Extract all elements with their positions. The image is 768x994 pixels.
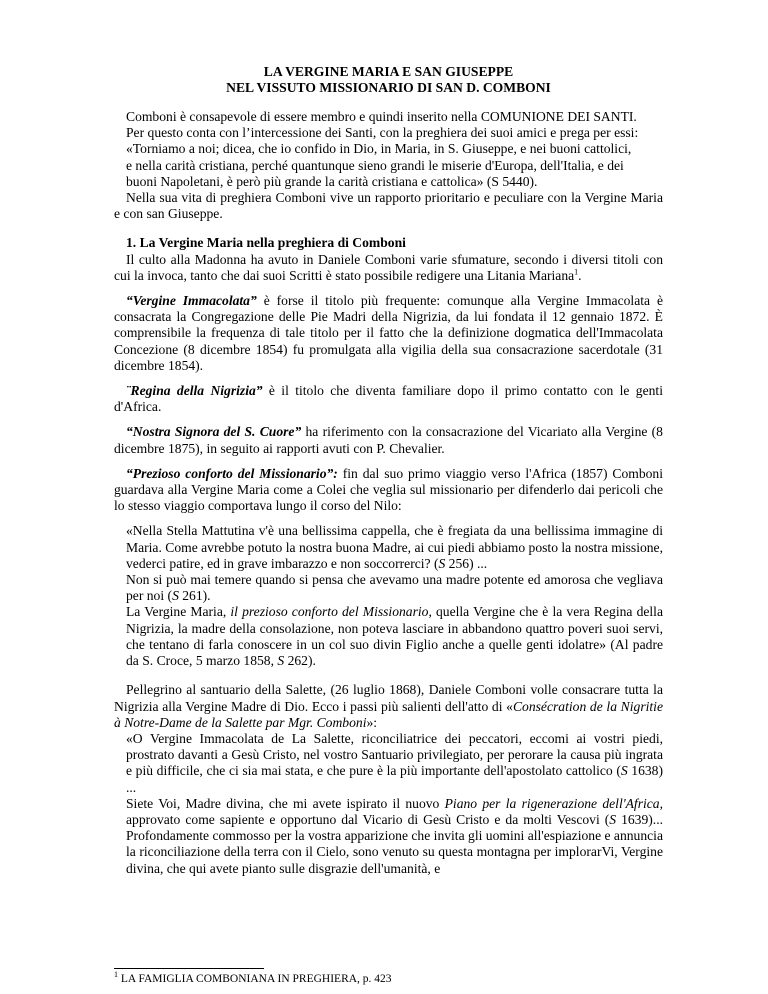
quote-paragraph: Siete Voi, Madre divina, che mi avete ispirato il nuovo Piano per la rigenerazione dell'Africa, approvato come sapiente e opportuno dal Vicario di Gesù Cristo e da molti Vescovi (S 1639)... Profondamente commosso per la vostra apparizione che invita gli uomini all'espiazione e annuncia la riconciliazione della terra con il Cielo, sono venuto su questa montagna per implorarVi, Vergine divina, che qui avete pianto sulle disgrazie dell'umanità, e xyxy=(126,795,664,876)
doc-title-line1: LA VERGINE MARIA E SAN GIUSEPPE xyxy=(263,64,514,79)
footnote-divider xyxy=(114,968,264,969)
intro-line: Comboni è consapevole di essere membro e quindi inserito nella COMUNIONE DEI SANTI. xyxy=(126,109,637,124)
intro-line: buoni Napoletani, è però più grande la carità cristiana e cattolica» (S 5440). xyxy=(126,173,538,189)
doc-title-line2: NEL VISSUTO MISSIONARIO DI SAN D. COMBONI xyxy=(226,80,551,95)
intro-block xyxy=(114,109,663,190)
document-page xyxy=(114,64,663,877)
footnote-ref[interactable]: 1 xyxy=(574,267,579,277)
footnote xyxy=(114,970,392,986)
quote-paragraph: «Nella Stella Mattutina v'è una bellissima cappella, che è fregiata da una bellissima immagine di Maria. Come avrebbe potuto la nostra buona Madre, ai cui piedi abbiamo posto la nostra missione, vederci patire, ed in grave imbarazzo e non soccorrerci? (S 256) ... xyxy=(126,523,663,571)
intro-line: e nella carità cristiana, perché quantunque sieno grandi le miserie d'Europa, dell'Italia, e dei xyxy=(126,157,624,173)
title-paragraph-immacolata: “Vergine Immacolata” è forse il titolo più frequente: comunque alla Vergine Immacolata è consacrata la Congregazione delle Pie Madri della Nigrizia, da lui fondata il 12 gennaio 1872. È comprensibile la frequenza di tale titolo per il fatto che la definizione dogmatica dell'Immacolata Concezione (8 dicembre 1854) fu promulgata alla vigilia della sua consacrazione sacerdotale (31 dicembre 1854). xyxy=(114,293,663,373)
section-heading: 1. La Vergine Maria nella preghiera di Comboni xyxy=(126,235,406,251)
quote-block-2 xyxy=(114,731,663,877)
salette-paragraph: Pellegrino al santuario della Salette, (26 luglio 1868), Daniele Comboni volle consacrare tutta la Nigrizia alla Vergine Madre di Dio. Ecco i passi più salienti dell'atto di «Consécration de la Nigritie à Notre-Dame de la Salette par Mgr. Comboni»: xyxy=(114,682,663,730)
intro-line: Per questo conta con l’intercessione dei Santi, con la preghiera dei suoi amici e prega per essi: xyxy=(126,125,639,141)
footnote-text: LA FAMIGLIA COMBONIANA IN PREGHIERA, p. 423 xyxy=(120,973,392,985)
title-paragraph-regina: ¨Regina della Nigrizia” è il titolo che diventa familiare dopo il primo contatto con le genti d'Africa. xyxy=(114,383,663,415)
quote-paragraph: Non si può mai temere quando si pensa che avevamo una madre potente ed amorosa che vegliava per noi (S 261). xyxy=(126,572,663,604)
quote-paragraph: «O Vergine Immacolata de La Salette, riconciliatrice dei peccatori, eccomi ai vostri piedi, prostrato davanti a Gesù Cristo, nel vostro Santuario privilegiato, per perorare la causa più ingrata e più difficile, che ci sia mai stata, e che pure è la più importante dell'apostolato cattolico (S 1638) ... xyxy=(126,730,663,795)
intro-last-paragraph: Nella sua vita di preghiera Comboni vive un rapporto prioritario e peculiare con la Vergine Maria e con san Giuseppe. xyxy=(114,190,663,222)
quote-block-1 xyxy=(114,523,663,669)
intro-line: «Torniamo a noi; dicea, che io confido in Dio, in Maria, in S. Giuseppe, e nei buoni cattolici, xyxy=(126,141,632,157)
section-paragraph: Il culto alla Madonna ha avuto in Daniele Comboni varie sfumature, secondo i diversi titoli con cui la invoca, tanto che dai suoi Scritti è stato possibile redigere una Litania Mariana$^1$. xyxy=(114,251,663,283)
title-paragraph-nostra-signora: “Nostra Signora del S. Cuore” ha riferimento con la consacrazione del Vicariato alla Vergine (8 dicembre 1875), in seguito ai rapporti avuti con P. Chevalier. xyxy=(114,424,663,456)
footnote-number: 1 xyxy=(114,970,118,980)
quote-paragraph: La Vergine Maria, il prezioso conforto del Missionario, quella Vergine che è la vera Regina della Nigrizia, la madre della consolazione, non poteva lasciare in abbandono quattro poveri suoi servi, che tentano di farla conoscere in un col suo divin Figlio anche a quelle genti idolatre» (Al padre da S. Croce, 5 marzo 1858, S 262). xyxy=(126,604,663,669)
title-paragraph-prezioso-conforto: “Prezioso conforto del Missionario”: fin dal suo primo viaggio verso l'Africa (1857) Comboni guardava alla Vergine Maria come a Colei che veglia sul missionario per difenderlo dai pericoli che lo stesso viaggio comportava lungo il corso del Nilo: xyxy=(114,465,663,514)
